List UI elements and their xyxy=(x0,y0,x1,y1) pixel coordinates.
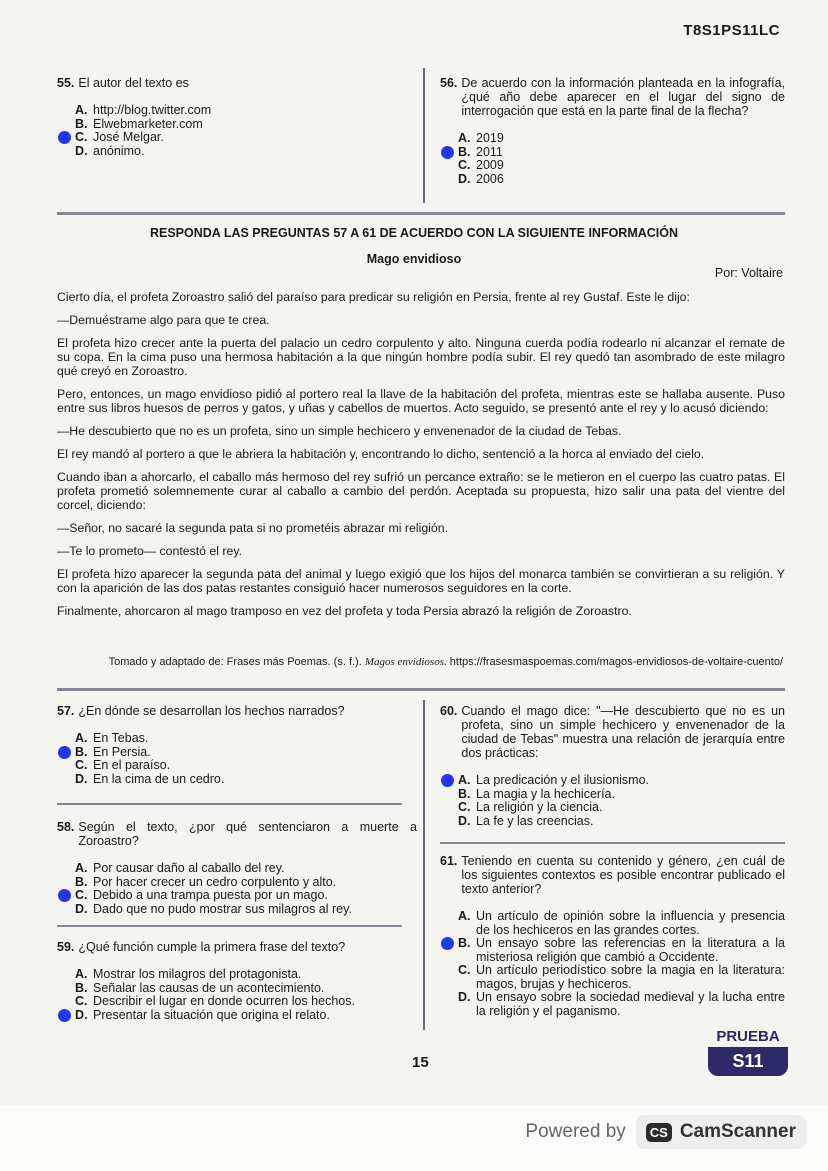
passage-paragraph: El profeta hizo aparecer la segunda pata del animal y luego exigió que los hijos del monarca también se convirtieran a su religión. Y con la aparición de las dos patas restantes consiguió hacer numerosos seguidores en la corte. xyxy=(57,567,785,595)
option-letter: C. xyxy=(75,130,88,144)
options-list xyxy=(57,862,417,916)
page-number: 15 xyxy=(412,1054,429,1071)
option-letter: B. xyxy=(75,116,88,131)
question-divider xyxy=(440,842,785,844)
option-text: 2009 xyxy=(476,158,504,172)
option-letter: C. xyxy=(75,994,88,1008)
passage-paragraph: —Demuéstrame algo para que te crea. xyxy=(57,313,270,327)
option-letter: D. xyxy=(75,1007,88,1022)
option-letter: D. xyxy=(75,771,88,786)
answer-option[interactable] xyxy=(75,1009,417,1023)
option-letter: B. xyxy=(75,980,88,995)
question-text: ¿En dónde se desarrollan los hechos narrados? xyxy=(78,704,345,718)
passage-paragraph: —Te lo prometo— contestó el rey. xyxy=(57,544,242,558)
option-letter: D. xyxy=(458,990,471,1004)
option-letter: A. xyxy=(458,909,471,923)
question-number: 58. xyxy=(57,820,75,834)
option-letter: A. xyxy=(75,103,88,117)
question-55 xyxy=(57,76,407,158)
answer-option[interactable] xyxy=(75,773,407,787)
option-letter: A. xyxy=(458,773,471,787)
question-divider xyxy=(57,803,402,805)
camscanner-logo xyxy=(636,1115,806,1149)
option-letter: C. xyxy=(458,800,471,814)
option-text: La magia y la hechicería. xyxy=(476,786,615,801)
option-text: Debido a una trampa puesta por un mago. xyxy=(93,888,328,902)
passage-paragraph: —He descubierto que no es un profeta, sino un simple hechicero y envenenador de la ciudad de Tebas. xyxy=(57,424,622,438)
answer-option[interactable] xyxy=(458,788,785,802)
selected-answer-mark-icon xyxy=(58,889,71,902)
option-text: En el paraíso. xyxy=(93,758,171,772)
badge-label: PRUEBA xyxy=(716,1028,780,1045)
selected-answer-mark-icon xyxy=(58,131,71,144)
option-text: La fe y las creencias. xyxy=(476,813,594,828)
selected-answer-mark-icon xyxy=(441,937,454,950)
answer-option[interactable] xyxy=(458,159,785,173)
option-letter: B. xyxy=(75,874,88,889)
powered-by-text: Powered by xyxy=(525,1121,626,1142)
question-61 xyxy=(440,854,785,1018)
option-text: Un ensayo sobre la sociedad medieval y la lucha entre la religión y el paganismo. xyxy=(476,990,785,1018)
option-text: En Tebas. xyxy=(93,731,149,745)
answer-option[interactable] xyxy=(458,774,785,788)
option-text: La religión y la ciencia. xyxy=(476,800,603,814)
passage-paragraph: Pero, entonces, un mago envidioso pidió al portero real la llave de la habitación del profeta, mientras este se hallaba ausente. Puso entre sus libros huesos de perros y gatos, y uñas y cabellos de muertos. Acto seguido, se presentó ante el rey y lo acusó diciendo: xyxy=(57,387,785,415)
passage-paragraph: Cierto día, el profeta Zoroastro salió del paraíso para predicar su religión en Persia, frente al rey Gustaf. Este le dijo: xyxy=(57,290,690,304)
question-58 xyxy=(57,820,417,916)
option-text: 2011 xyxy=(476,144,503,159)
answer-option[interactable] xyxy=(75,104,407,118)
answer-option[interactable] xyxy=(458,173,785,187)
option-text: 2006 xyxy=(476,171,504,186)
question-text: Cuando el mago dice: "—He descubierto que no es un profeta, sino un simple hechicero y envenenador de la ciudad de Tebas" muestra una relación de jerarquía entre dos prácticas: xyxy=(461,704,785,760)
option-letter: A. xyxy=(75,967,88,981)
option-letter: B. xyxy=(458,936,471,950)
camscanner-brand: CamScanner xyxy=(679,1121,796,1142)
answer-option[interactable] xyxy=(458,991,785,1018)
option-letter: C. xyxy=(458,158,471,172)
selected-answer-mark-icon xyxy=(441,774,454,787)
answer-option[interactable] xyxy=(458,132,785,146)
passage-paragraph: El profeta hizo crecer ante la puerta del palacio un cedro corpulento y alto. Ninguna cuerda podía rodearlo ni alcanzar el remate de su copa. En la cima puso una hermosa habitación a la que ningún hombre podía subir. El rey quedó tan asombrado de este milagro qué creyó en Zoroastro. xyxy=(57,336,785,378)
option-text: En la cima de un cedro. xyxy=(93,771,225,786)
selected-answer-mark-icon xyxy=(441,146,454,159)
question-number: 59. xyxy=(57,940,75,954)
answer-option[interactable] xyxy=(458,801,785,815)
passage-paragraph: El rey mandó al portero a que le abriera la habitación y, encontrando lo dicho, sentenció a la horca al enviado del cielo. xyxy=(57,447,705,461)
column-divider xyxy=(423,68,425,203)
option-text: anónimo. xyxy=(93,143,145,158)
passage-author: Por: Voltaire xyxy=(714,266,783,280)
question-stem xyxy=(440,76,785,118)
citation-url: https://frasesmaspoemas.com/magos-envidiosos-de-voltaire-cuento/ xyxy=(449,656,783,668)
question-divider xyxy=(57,925,402,927)
options-list xyxy=(440,132,785,186)
passage-paragraph: —Señor, no sacaré la segunda pata si no prometéis abrazar mi religión. xyxy=(57,521,448,535)
question-number: 61. xyxy=(440,854,458,868)
option-text: Describir el lugar en donde ocurren los hechos. xyxy=(93,994,355,1008)
citation-title: Magos envidiosos. xyxy=(364,656,447,668)
question-text: Según el texto, ¿por qué sentenciaron a muerte a Zoroastro? xyxy=(78,820,417,848)
camscanner-watermark xyxy=(525,1115,806,1149)
answer-option[interactable] xyxy=(75,889,417,903)
selected-answer-mark-icon xyxy=(58,746,71,759)
answer-option[interactable] xyxy=(458,910,785,937)
option-text: Un artículo periodístico sobre la magia en la literatura: magos, brujas y hechiceros. xyxy=(476,963,785,991)
option-text: 2019 xyxy=(476,131,504,145)
camscanner-icon: CS xyxy=(646,1123,672,1142)
question-text: Teniendo en cuenta su contenido y género, ¿en cuál de los siguientes contextos es posible encontrar publicado el texto anterior? xyxy=(461,854,785,896)
answer-option[interactable] xyxy=(458,815,785,829)
section-rule xyxy=(57,688,785,691)
question-57 xyxy=(57,704,407,786)
question-text: El autor del texto es xyxy=(78,76,189,90)
option-text: Por hacer crecer un cedro corpulento y alto. xyxy=(93,874,337,889)
option-text: Presentar la situación que origina el relato. xyxy=(93,1007,330,1022)
answer-option[interactable] xyxy=(75,759,407,773)
option-text: Por causar daño al caballo del rey. xyxy=(93,861,285,875)
badge-code: S11 xyxy=(708,1047,788,1076)
selected-answer-mark-icon xyxy=(58,1009,71,1022)
question-number: 55. xyxy=(57,76,75,90)
option-letter: C. xyxy=(75,888,88,902)
option-letter: D. xyxy=(458,171,471,186)
options-list xyxy=(440,774,785,828)
answer-option[interactable] xyxy=(75,131,407,145)
option-letter: D. xyxy=(75,901,88,916)
answer-option[interactable] xyxy=(75,903,417,917)
option-text: Dado que no pudo mostrar sus milagros al rey. xyxy=(93,901,352,916)
citation-source: Tomado y adaptado de: Frases más Poemas. (s. f.). xyxy=(108,656,362,668)
question-number: 56. xyxy=(440,76,458,90)
option-letter: D. xyxy=(458,813,471,828)
option-text: Un ensayo sobre las referencias en la literatura a la misteriosa religión que cambió a Occidente. xyxy=(476,936,785,964)
question-number: 57. xyxy=(57,704,75,718)
question-text: ¿Qué función cumple la primera frase del texto? xyxy=(78,940,346,954)
question-60 xyxy=(440,704,785,828)
options-list xyxy=(57,732,407,786)
answer-option[interactable] xyxy=(75,968,417,982)
answer-option[interactable] xyxy=(75,876,417,890)
passage-text xyxy=(57,290,785,627)
option-letter: C. xyxy=(75,758,88,772)
question-stem xyxy=(440,854,785,896)
passage-title: Mago envidioso xyxy=(366,252,462,266)
answer-option[interactable] xyxy=(75,982,417,996)
options-list xyxy=(440,910,785,1018)
question-stem xyxy=(57,820,417,848)
column-divider xyxy=(423,700,425,1030)
option-text: Mostrar los milagros del protagonista. xyxy=(93,967,302,981)
answer-option[interactable] xyxy=(75,862,417,876)
answer-option[interactable] xyxy=(75,118,407,132)
question-number: 60. xyxy=(440,704,458,718)
option-letter: B. xyxy=(75,744,88,759)
question-59 xyxy=(57,940,417,1022)
answer-option[interactable] xyxy=(458,146,785,160)
exam-code: T8S1PS11LC xyxy=(683,22,780,39)
option-text: José Melgar. xyxy=(93,130,164,144)
option-text: Elwebmarketer.com xyxy=(93,116,203,131)
answer-option[interactable] xyxy=(75,145,407,159)
citation xyxy=(109,656,783,668)
question-text: De acuerdo con la información planteada en la infografía, ¿qué año debe aparecer en el lugar del signo de interrogación que está en la parte final de la flecha? xyxy=(461,76,785,118)
option-letter: D. xyxy=(75,143,88,158)
answer-option[interactable] xyxy=(75,732,407,746)
section-rule xyxy=(57,212,785,215)
answer-option[interactable] xyxy=(75,746,407,760)
test-badge xyxy=(708,1028,788,1076)
passage-paragraph: Finalmente, ahorcaron al mago tramposo en vez del profeta y toda Persia abrazó la religión de Zoroastro. xyxy=(57,604,632,618)
option-text: La predicación y el ilusionismo. xyxy=(476,773,650,787)
options-list xyxy=(57,104,407,158)
question-stem xyxy=(57,940,417,954)
answer-option[interactable] xyxy=(458,937,785,964)
answer-option[interactable] xyxy=(75,995,417,1009)
option-letter: C. xyxy=(458,963,471,977)
option-letter: B. xyxy=(458,144,471,159)
option-letter: A. xyxy=(75,861,88,875)
answer-option[interactable] xyxy=(458,964,785,991)
option-letter: A. xyxy=(458,131,471,145)
question-stem xyxy=(440,704,785,760)
option-letter: B. xyxy=(458,786,471,801)
question-stem xyxy=(57,76,407,90)
option-text: http://blog.twitter.com xyxy=(93,103,212,117)
question-stem xyxy=(57,704,407,718)
option-letter: A. xyxy=(75,731,88,745)
passage-paragraph: Cuando iban a ahorcarlo, el caballo más hermoso del rey sufrió un percance extraño: se le metieron en el cuerpo las cuatro patas. El profeta prometió solemnemente curar al caballo a cambio del perdón. Aceptada su propuesta, hizo salir una pata del vientre del corcel, diciendo: xyxy=(57,470,785,512)
section-heading: RESPONDA LAS PREGUNTAS 57 A 61 DE ACUERDO CON LA SIGUIENTE INFORMACIÓN xyxy=(149,226,679,240)
option-text: Señalar las causas de un acontecimiento. xyxy=(93,980,325,995)
option-text: En Persia. xyxy=(93,744,151,759)
option-text: Un artículo de opinión sobre la influencia y presencia de los hechiceros en las grandes cortes. xyxy=(476,909,785,937)
question-56 xyxy=(440,76,785,186)
options-list xyxy=(57,968,417,1022)
